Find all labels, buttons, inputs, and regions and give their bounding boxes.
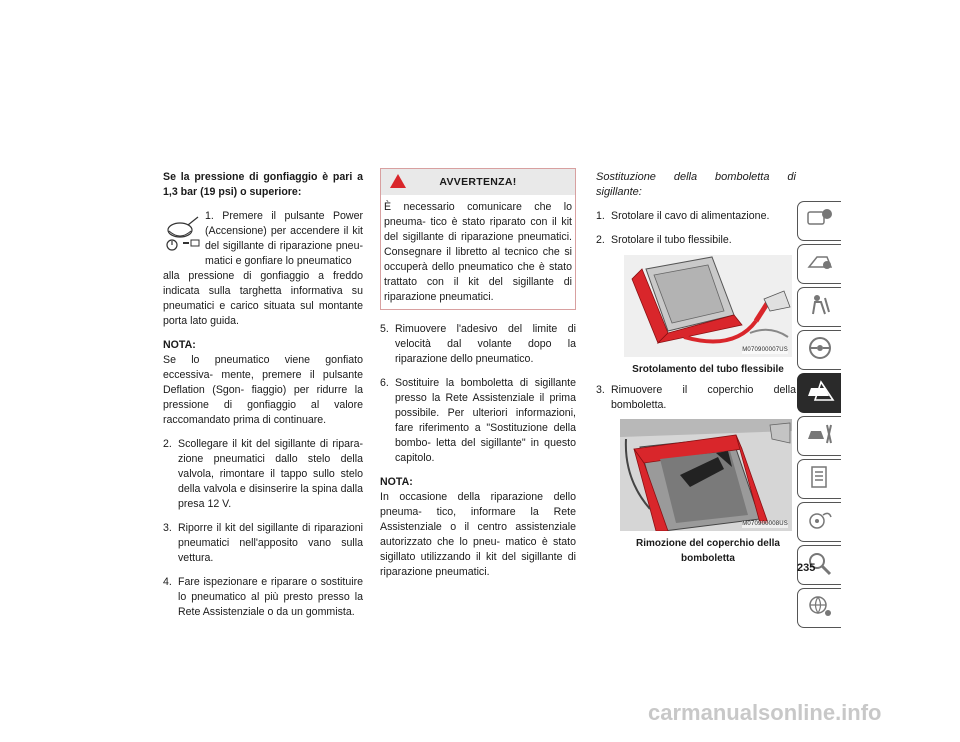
list-number: 3. <box>596 384 605 396</box>
note-text: In occasione della riparazione dello pneuma- tico, informare la Rete Assistenziale o il centro assistenziale autorizzato che lo pneu- matico è stato sigillato utilizzando il kit del sigillante di riparazione pneumatici. <box>380 491 576 578</box>
tab-maintenance[interactable] <box>797 459 841 499</box>
step-1-block <box>163 209 363 269</box>
step-1-text-top: 1. Premere il pulsante Power (Accensione) per accendere il kit del sigillante di riparazione pneu- matici e gonfiare lo pneumatico <box>205 210 363 267</box>
list-text: Fare ispezionare e riparare o sostituire lo pneumatico al più presto presso la Rete Assistenziale o da un gommista. <box>178 576 363 618</box>
list-number: 3. <box>163 522 172 534</box>
page-number: 235 <box>797 562 816 574</box>
service-tools-icon <box>805 421 835 452</box>
list-item <box>380 376 576 466</box>
seatbelt-airbag-icon <box>805 292 835 323</box>
warning-box <box>380 168 576 310</box>
list-number: 6. <box>380 377 389 389</box>
power-button-kit-icon <box>163 215 201 259</box>
list-text: Srotolare il tubo flessibile. <box>611 234 732 246</box>
tab-dashboard[interactable] <box>797 201 841 241</box>
note-label: NOTA: <box>163 339 196 351</box>
list-item <box>163 437 363 512</box>
warning-triangle-icon <box>389 173 407 194</box>
tab-multimedia[interactable] <box>797 502 841 542</box>
figure-code: M070900008US <box>742 521 788 527</box>
figure-unroll-hose <box>624 255 792 357</box>
figure-caption: Srotolamento del tubo flessibile <box>632 364 784 375</box>
multimedia-icon <box>805 507 835 538</box>
tab-service[interactable] <box>797 416 841 456</box>
dashboard-warning-icon <box>805 206 835 237</box>
list-number: 2. <box>163 438 172 450</box>
watermark: carmanualsonline.info <box>648 700 882 725</box>
list-text: Scollegare il kit del sigillante di ripara- zione pneumatici dallo stelo della valvola, rimontare il tappo sullo stelo della valvola e disinserire la spina dalla presa 12 V. <box>178 438 363 510</box>
list-number: 1. <box>596 210 605 222</box>
figure-code: M070900007US <box>742 347 788 353</box>
section-heading: Sostituzione della bomboletta di sigillante: <box>596 171 796 198</box>
list-text: Sostituire la bomboletta di sigillante presso la Rete Assistenziale il prima possibile. Per ulteriori informazioni, fare riferimento a "Sostituzione della bombo- letta del sigillante" in questo capitolo. <box>395 377 576 464</box>
list-number: 4. <box>163 576 172 588</box>
warning-title: AVVERTENZA! <box>439 175 517 188</box>
list-item <box>596 209 796 224</box>
list-item <box>380 322 576 367</box>
list-text: Rimuovere l'adesivo del limite di velocità dal volante dopo la riparazione dello pneumatico. <box>395 323 576 365</box>
list-item <box>596 383 796 413</box>
kit-hose-illustration <box>624 255 792 357</box>
column-left <box>163 170 363 620</box>
note-label: NOTA: <box>380 476 413 488</box>
tab-emergency[interactable] <box>797 373 841 413</box>
list-item <box>596 233 796 248</box>
list-number: 2. <box>596 234 605 246</box>
column-right <box>596 170 796 566</box>
tab-driving[interactable] <box>797 330 841 370</box>
list-item <box>163 575 363 620</box>
maintenance-checklist-icon <box>805 464 835 495</box>
car-key-icon <box>805 249 835 280</box>
steering-wheel-icon <box>805 335 835 366</box>
list-text: Srotolare il cavo di alimentazione. <box>611 210 770 222</box>
tab-keys[interactable] <box>797 244 841 284</box>
list-text: Rimuovere il coperchio della bomboletta. <box>611 384 796 411</box>
list-item <box>163 521 363 566</box>
warning-header <box>381 169 575 195</box>
figure-caption: Rimozione del coperchio della bomboletta <box>636 538 780 564</box>
list-number: 5. <box>380 323 389 335</box>
inflation-heading: Se la pressione di gonfiaggio è pari a 1,3 bar (19 psi) o superiore: <box>163 171 363 198</box>
language-globe-icon <box>805 593 835 624</box>
emergency-car-icon <box>805 378 835 409</box>
list-text: Riporre il kit del sigillante di riparazioni pneumatici nell'apposito vano sulla vettura. <box>178 522 363 564</box>
column-middle <box>380 170 576 580</box>
note-text: Se lo pneumatico viene gonfiato eccessiva- mente, premere il pulsante Deflation (Sgon- fiaggio) per ridurre la pressione di gonfiaggio al valore raccomandato prima di continuare. <box>163 354 363 426</box>
tab-language[interactable] <box>797 588 841 628</box>
canister-cover-illustration <box>620 419 792 531</box>
figure-remove-cap <box>620 419 792 531</box>
tab-safety[interactable] <box>797 287 841 327</box>
warning-text: È necessario comunicare che lo pneuma- tico è stato riparato con il kit del sigillante di riparazione pneumatici. Consegnare il libretto al tecnico che si occuperà dello pneumatico che è stato trattato con il kit del sigillante di riparazione pneumatici. <box>384 201 572 303</box>
step-1-text-rest: alla pressione di gonfiaggio a freddo indicata sulla targhetta informativa su pneumatici e carico situata sul montante porta lato guida. <box>163 270 363 327</box>
